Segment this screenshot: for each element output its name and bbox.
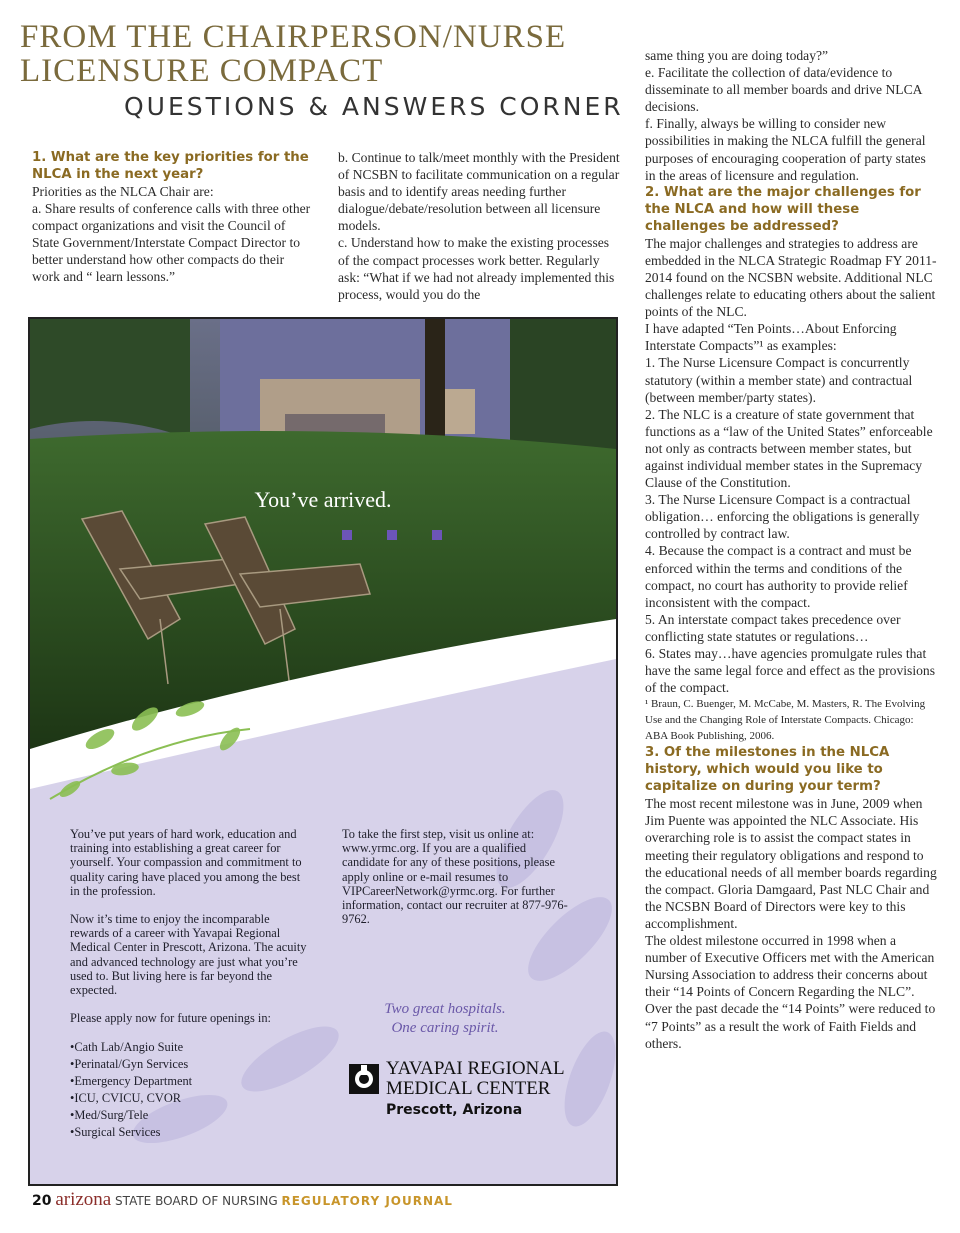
column-1: [32, 149, 312, 286]
list-item: • Cath Lab/Angio Suite: [70, 1039, 310, 1056]
ad-paragraph: You’ve put years of hard work, education and training into establishing a great career for yourself. Your compassion and commitment to quality caring have placed you among the best in the profession.: [70, 827, 302, 898]
ad-left-copy: [70, 827, 310, 1141]
question-1: 1. What are the key priorities for the NLCA in the next year?: [32, 150, 309, 182]
ad-right-copy: [342, 827, 574, 940]
paragraph: 1. The Nurse Licensure Compact is concurrently statutory (within a member state) and contractual (between member/party states).: [645, 355, 913, 405]
column-3: [645, 47, 937, 1052]
article-title: [20, 20, 620, 88]
openings-list: [70, 1039, 310, 1141]
page-number: 20: [32, 1193, 52, 1209]
hospital-logo-icon: [348, 1063, 380, 1095]
footer-brand: arizona: [55, 1189, 112, 1210]
paragraph: Priorities as the NLCA Chair are:: [32, 184, 214, 199]
paragraph: 4. Because the compact is a contract and must be enforced within the terms and conditions of the compact, no court has authority to provide relief inconsistent with the compact.: [645, 543, 912, 610]
list-item: • Med/Surg/Tele: [70, 1107, 310, 1124]
page-footer: [32, 1189, 453, 1211]
logo-name: [386, 1059, 565, 1099]
advertisement: [28, 317, 618, 1186]
paragraph: e. Facilitate the collection of data/evidence to disseminate to all member boards and drive NLCA decisions.: [645, 65, 922, 115]
paragraph: The most recent milestone was in June, 2009 when Jim Puente was appointed the NLC Associate. His overarching role is to assist the compact states in meeting their regulatory obligations and respond to the educational needs of all member boards regarding the compact. Gloria Damgaard, Past NLC Chair and the NCSBN Board of Directors were key to this accomplishment.: [645, 796, 937, 931]
logo-line-1: YAVAPAI REGIONAL: [386, 1058, 565, 1079]
paragraph: f. Finally, always be willing to consider new possibilities in making the NLCA fulfill the general purposes of encouraging cooperation of party states in the areas of licensure and regulation.: [645, 116, 926, 183]
paragraph: c. Understand how to make the existing processes of the compact processes work better. Regularly ask: “What if we had not already implemented this process, would you do the: [338, 235, 615, 302]
paragraph: same thing you are doing today?”: [645, 48, 829, 63]
question-3: 3. Of the milestones in the NLCA history, which would you like to capitalize on during your term?: [645, 745, 890, 795]
paragraph: I have adapted “Ten Points…About Enforcing Interstate Compacts”¹ as examples:: [645, 321, 897, 354]
list-item: • Surgical Services: [70, 1124, 310, 1141]
list-item: • Emergency Department: [70, 1073, 310, 1090]
list-item: • ICU, CVICU, CVOR: [70, 1090, 310, 1107]
ad-paragraph: Please apply now for future openings in:: [70, 1011, 271, 1026]
ad-paragraph: Now it’s time to enjoy the incomparable rewards of a career with Yavapai Regional Medical Center in Prescott, Arizona. The acuity and advanced technology are just what you’re used to. But living here is far beyond the expected.: [70, 912, 307, 998]
list-item: • Perinatal/Gyn Services: [70, 1056, 310, 1073]
logo-city: Prescott, Arizona: [386, 1102, 523, 1118]
title-line-1: FROM THE CHAIRPERSON/NURSE: [20, 19, 567, 55]
ad-slogan: [370, 1000, 520, 1038]
paragraph: a. Share results of conference calls with three other compact organizations and visit the Council of State Government/Interstate Compact Director to better understand how other compacts do their work and “ learn lessons.”: [32, 201, 311, 285]
slogan-line-1: Two great hospitals.: [384, 1001, 506, 1017]
ad-decorative-dots: [342, 525, 477, 544]
paragraph: The major challenges and strategies to address are embedded in the NLCA Strategic Roadmap FY 2011-2014 found on the NCSBN website. Additional NLC challenges relate to educating others about the salient points of the NLC.: [645, 235, 937, 320]
footer-board: STATE BOARD OF NURSING: [115, 1194, 278, 1208]
paragraph: 6. States may…have agencies promulgate rules that have the same legal force and effect as the provisions of the compact.: [645, 646, 936, 696]
paragraph: The oldest milestone occurred in 1998 when a number of Executive Officers met with the American Nursing Association to address their concerns about their “14 Points of Concern Regarding the NLC”. Over the past decade the “14 Points” were reduced to “7 Points” as a result the work of Faith Fields and others.: [645, 933, 936, 1051]
paragraph: 3. The Nurse Licensure Compact is a contractual obligation… enforcing the obligations is generally controlled by contract law.: [645, 492, 920, 542]
question-2: 2. What are the major challenges for the NLCA and how will these challenges be addressed?: [645, 184, 921, 234]
paragraph: 5. An interstate compact takes precedence over conflicting state statutes or regulations…: [645, 611, 901, 644]
title-line-2: LICENSURE COMPACT: [20, 53, 384, 89]
logo-line-2: MEDICAL CENTER: [386, 1078, 551, 1099]
paragraph: b. Continue to talk/meet monthly with the President of NCSBN to facilitate communication on a regular basis and to identify areas needing further dialogue/debate/resolution between all licensure models.: [338, 150, 620, 234]
ad-contact-paragraph: To take the first step, visit us online at: www.yrmc.org. If you are a qualified candidate for any of these positions, please apply online or e-mail resumes to VIPCareerNetwork@yrmc.org. For further information, contact our recruiter at 877-976-9762.: [342, 827, 568, 927]
slogan-line-2: One caring spirit.: [391, 1020, 499, 1036]
footer-journal: REGULATORY JOURNAL: [281, 1194, 453, 1208]
footnote: ¹ Braun, C. Buenger, M. McCabe, M. Masters, R. The Evolving Use and the Changing Role of Interstate Compacts. Chicago: ABA Book Publishing, 2006.: [645, 698, 926, 743]
paragraph: 2. The NLC is a creature of state government that functions as a “law of the United States” enforceable not only as contracts between member states, but against individual member states in the Supremacy Clause of the Constitution.: [645, 406, 933, 491]
article-subtitle: QUESTIONS & ANSWERS CORNER: [124, 92, 624, 121]
column-2: [338, 149, 623, 303]
ad-tagline: You’ve arrived.: [254, 487, 392, 512]
yrmc-logo: [348, 1059, 608, 1121]
